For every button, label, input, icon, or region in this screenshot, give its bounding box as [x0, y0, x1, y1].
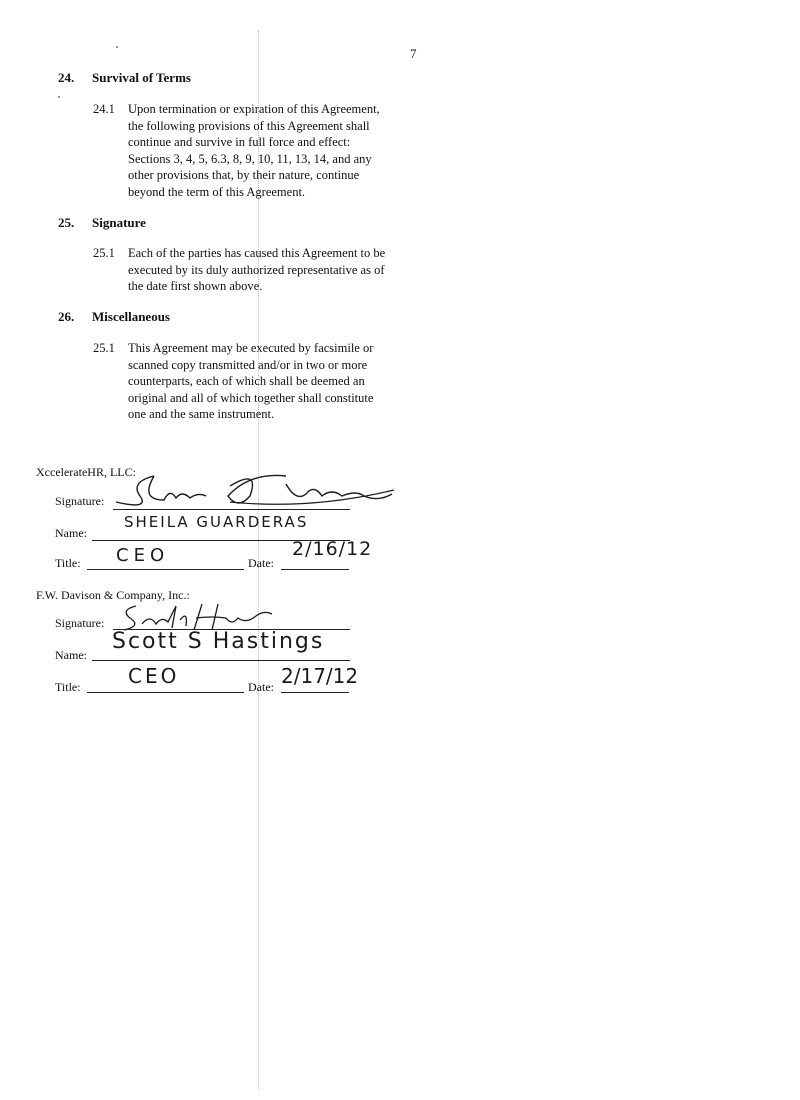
title-label: Title: [55, 556, 81, 570]
name-label: Name: [55, 648, 87, 662]
clause-number: 25.1 [93, 246, 115, 260]
title-value: CEO [128, 664, 180, 688]
name-line [92, 660, 350, 661]
page-number: 7 [410, 46, 417, 61]
section-number: 26. [58, 309, 75, 324]
clause-line: one and the same instrument. [128, 407, 275, 421]
title-line [87, 569, 244, 570]
section-number: 24. [58, 70, 75, 85]
clause-25-1 [93, 245, 385, 295]
clause-line: counterparts, each of which shall be deemed an [128, 374, 365, 388]
company-name: XcceleratеHR, LLC: [36, 465, 136, 479]
clause-line: Sections 3, 4, 5, 6.3, 8, 9, 10, 11, 13, 14, and any [128, 151, 372, 166]
title-value: CEO [116, 545, 170, 566]
name-value: SHEILA GUARDERAS [124, 513, 309, 531]
date-value: 2/17/12 [281, 664, 359, 688]
signature-label: Signature: [55, 616, 105, 630]
clause-line: the date first shown above. [128, 279, 263, 293]
section-title: Survival of Terms [92, 70, 191, 85]
clause-number: 24.1 [93, 102, 115, 116]
name-label: Name: [55, 526, 87, 540]
signature-label: Signature: [55, 494, 105, 508]
clause-line: scanned copy transmitted and/or in two or more [128, 357, 368, 372]
section-title: Signature [92, 215, 146, 230]
company-name: F.W. Davison & Company, Inc.: [36, 588, 190, 602]
section-24-heading [58, 70, 191, 86]
section-25-heading [58, 215, 146, 231]
clause-line: Upon termination or expiration of this Agreement, [128, 102, 380, 116]
signature-scrawl [110, 466, 400, 516]
clause-number: 25.1 [93, 341, 115, 355]
title-label: Title: [55, 680, 81, 694]
scan-speck [116, 46, 118, 48]
title-line [87, 692, 244, 693]
clause-line: beyond the term of this Agreement. [128, 184, 306, 199]
section-number: 25. [58, 215, 75, 230]
section-title: Miscellaneous [92, 309, 170, 324]
clause-line: the following provisions of this Agreement shall [128, 118, 370, 133]
section-26-heading [58, 309, 170, 325]
name-value: Scott S Hastings [112, 629, 325, 654]
date-label: Date: [248, 680, 274, 694]
clause-line: executed by its duly authorized representative as of [128, 262, 385, 277]
clause-line: Each of the parties has caused this Agreement to be [128, 246, 386, 260]
date-line [281, 569, 349, 570]
scan-speck [58, 96, 60, 98]
clause-line: This Agreement may be executed by facsimile or [128, 341, 374, 355]
date-value: 2/16/12 [292, 538, 373, 560]
date-line [281, 692, 349, 693]
clause-line: other provisions that, by their nature, continue [128, 168, 360, 182]
clause-line: continue and survive in full force and effect: [128, 135, 351, 149]
clause-line: original and all of which together shall constitute [128, 390, 374, 405]
date-label: Date: [248, 556, 274, 570]
clause-24-1 [93, 101, 380, 200]
clause-26-1 [93, 340, 373, 423]
